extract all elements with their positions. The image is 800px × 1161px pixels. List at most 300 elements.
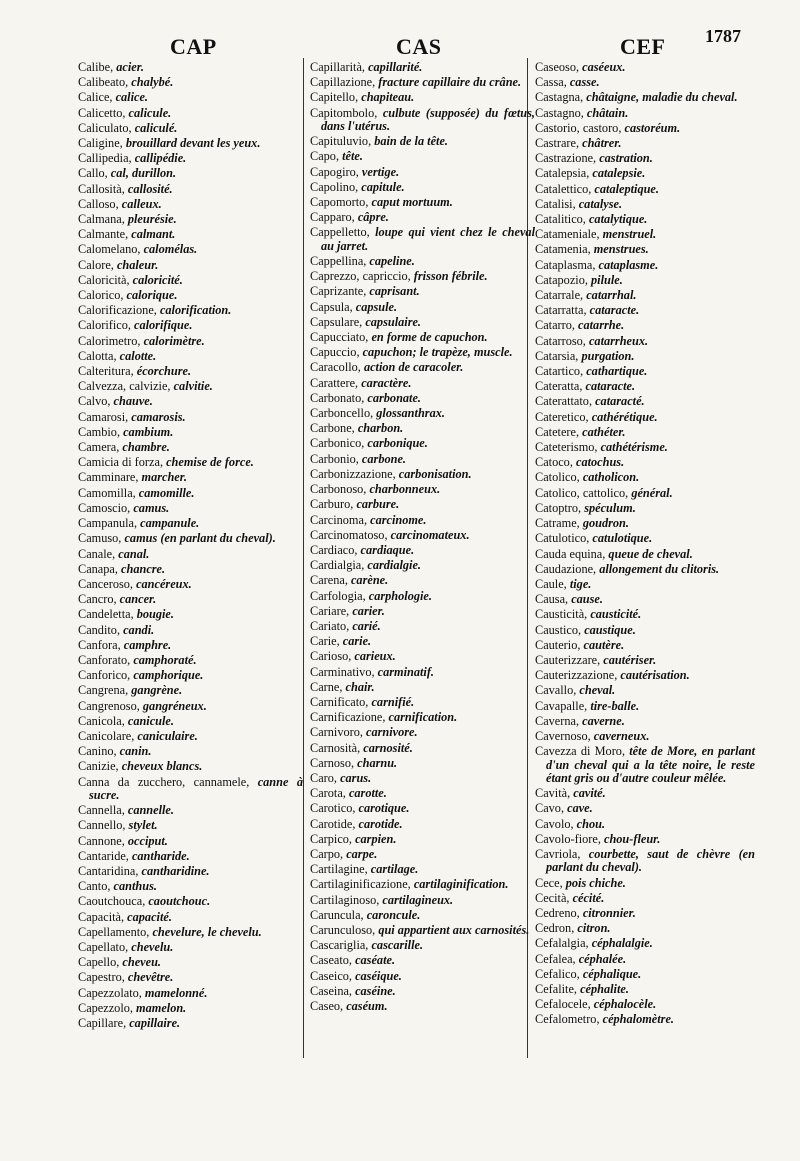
- entry-headword: Carattere,: [310, 375, 362, 390]
- entry-headword: Capacità,: [78, 909, 128, 924]
- dictionary-entry: [535, 983, 755, 996]
- dictionary-entry: [535, 669, 755, 682]
- entry-translation: carotide.: [358, 816, 403, 831]
- dictionary-entry: [78, 669, 303, 682]
- entry-translation: callipédie.: [134, 151, 187, 166]
- entry-headword: Catoco,: [535, 455, 576, 470]
- entry-headword: Camicia di forza,: [78, 455, 167, 470]
- entry-headword: Capitombolo,: [310, 105, 383, 120]
- entry-translation: caroncule.: [366, 907, 421, 922]
- entry-translation: brouillard devant les yeux.: [125, 136, 261, 151]
- dictionary-entry: [535, 426, 755, 439]
- dictionary-entry: [310, 483, 535, 496]
- entry-headword: Caseo,: [310, 999, 347, 1013]
- dictionary-entry: [535, 183, 755, 196]
- dictionary-entry: [535, 1013, 755, 1026]
- dictionary-entry: [78, 850, 303, 863]
- entry-translation: canthus.: [113, 879, 157, 894]
- entry-headword: Cavo,: [535, 801, 568, 816]
- dictionary-entry: [310, 331, 535, 344]
- entry-translation: charbon.: [357, 421, 404, 436]
- dictionary-entry: [310, 909, 535, 922]
- entry-headword: Cardiaco,: [310, 542, 361, 557]
- entry-translation: céphalée.: [578, 951, 627, 966]
- dictionary-entry: [310, 377, 535, 390]
- entry-translation: cal, durillon.: [110, 166, 177, 181]
- dictionary-entry: [535, 684, 755, 697]
- dictionary-entry: [78, 926, 303, 939]
- entry-headword: Carunculoso,: [310, 922, 379, 937]
- entry-translation: chauve.: [113, 394, 153, 409]
- entry-headword: Calicetto,: [78, 105, 129, 120]
- dictionary-entry: [310, 346, 535, 359]
- entry-translation: canin.: [119, 744, 152, 759]
- entry-translation: céphalite.: [580, 982, 629, 996]
- entry-translation: caloricité.: [132, 272, 183, 287]
- dictionary-entry: [535, 608, 755, 621]
- entry-translation: carbone.: [361, 451, 406, 466]
- entry-headword: Cartilaginoso,: [310, 892, 383, 907]
- entry-headword: Carotide,: [310, 816, 359, 831]
- entry-headword: Camuso,: [78, 531, 125, 546]
- entry-headword: Catartico,: [535, 364, 587, 379]
- entry-translation: catarrhe.: [578, 318, 625, 333]
- dictionary-entry: [535, 365, 755, 378]
- entry-translation: carpien.: [355, 831, 397, 846]
- entry-translation: cannelle.: [127, 803, 174, 818]
- dictionary-entry: [535, 411, 755, 424]
- entry-translation: céphalomètre.: [602, 1012, 674, 1027]
- entry-translation: callosité.: [127, 181, 173, 196]
- dictionary-entry: [535, 998, 755, 1011]
- entry-headword: Carpico,: [310, 831, 356, 846]
- entry-headword: Calore,: [78, 257, 117, 272]
- entry-translation: menstruel.: [602, 227, 657, 242]
- dictionary-entry: [535, 107, 755, 120]
- dictionary-entry: [78, 760, 303, 773]
- entry-headword: Cangrenoso,: [78, 698, 143, 713]
- dictionary-entry: [310, 76, 535, 89]
- entry-headword: Cangrena,: [78, 683, 132, 698]
- dictionary-entry: [78, 411, 303, 424]
- entry-translation: action de caracoler.: [363, 360, 464, 375]
- entry-translation: camphre.: [123, 637, 172, 652]
- entry-translation: cardiaque.: [360, 542, 415, 557]
- entry-translation: catalytique.: [588, 212, 648, 227]
- entry-headword: Castagna,: [535, 90, 587, 105]
- entry-translation: occiput.: [127, 833, 168, 848]
- entry-translation: camomille.: [138, 485, 195, 500]
- entry-headword: Carbonico,: [310, 436, 368, 451]
- entry-translation: chancre.: [121, 561, 166, 576]
- entry-headword: Cannone,: [78, 833, 128, 848]
- dictionary-entry: [535, 198, 755, 211]
- entry-translation: citronnier.: [582, 905, 636, 920]
- dictionary-entry: [535, 517, 755, 530]
- entry-translation: calice.: [115, 90, 148, 105]
- entry-headword: Catrame,: [535, 516, 583, 531]
- dictionary-entry: [535, 624, 755, 637]
- entry-translation: fracture capillaire du crâne.: [378, 75, 522, 90]
- dictionary-entry: [310, 91, 535, 104]
- dictionary-entry: [78, 365, 303, 378]
- entry-translation: cataleptique.: [594, 181, 659, 196]
- entry-headword: Cannella,: [78, 803, 128, 818]
- entry-headword: Carbonoso,: [310, 482, 370, 497]
- entry-headword: Calorimetro,: [78, 333, 144, 348]
- entry-headword: Cauterizzare,: [535, 652, 604, 667]
- entry-headword: Catolico,: [535, 470, 583, 485]
- dictionary-entry: [535, 350, 755, 363]
- entry-headword: Calorificazione,: [78, 303, 160, 318]
- dictionary-entry: [535, 259, 755, 272]
- dictionary-entry: [78, 213, 303, 226]
- entry-headword: Canto,: [78, 879, 114, 894]
- entry-translation: stylet.: [128, 818, 158, 833]
- entry-headword: Caseato,: [310, 953, 356, 968]
- entry-translation: caséeux.: [582, 60, 626, 74]
- entry-headword: Camarosi,: [78, 409, 132, 424]
- entry-headword: Cauterizzazione,: [535, 668, 621, 683]
- entry-headword: Canicola,: [78, 713, 128, 728]
- dictionary-entry: [78, 137, 303, 150]
- entry-headword: Capello,: [78, 955, 123, 970]
- entry-translation: carène.: [350, 573, 389, 588]
- dictionary-entry: [78, 259, 303, 272]
- dictionary-entry: [310, 802, 535, 815]
- entry-translation: purgation.: [581, 348, 635, 363]
- entry-headword: Caoutchouca,: [78, 894, 149, 909]
- entry-translation: chou-fleur.: [603, 831, 661, 846]
- entry-translation: camus.: [133, 500, 170, 515]
- entry-translation: calorique.: [126, 288, 178, 303]
- entry-translation: caractère.: [361, 375, 412, 390]
- entry-translation: cautérisation.: [620, 668, 690, 683]
- dictionary-entry: [310, 878, 535, 891]
- entry-translation: carbonique.: [367, 436, 428, 451]
- dictionary-entry: [535, 91, 755, 104]
- entry-translation: cavité.: [573, 786, 606, 801]
- entry-translation: caséine.: [355, 983, 396, 998]
- dictionary-entry: [310, 285, 535, 298]
- entry-headword: Cascariglia,: [310, 938, 372, 953]
- dictionary-entry: [310, 226, 535, 253]
- entry-headword: Cassa,: [535, 75, 570, 90]
- dictionary-entry: [535, 654, 755, 667]
- entry-translation: cataracte.: [585, 379, 636, 394]
- entry-translation: causticité.: [590, 607, 642, 622]
- dictionary-entry: [78, 745, 303, 758]
- dictionary-entry: [310, 863, 535, 876]
- dictionary-entry: [310, 681, 535, 694]
- entry-translation: bougie.: [136, 607, 174, 622]
- entry-translation: général.: [631, 485, 673, 500]
- dictionary-entry: [535, 802, 755, 815]
- dictionary-column-1: [78, 61, 303, 1032]
- entry-headword: Capituluvio,: [310, 134, 375, 149]
- entry-translation: citron.: [577, 921, 611, 936]
- entry-translation: carphologie.: [368, 588, 432, 603]
- dictionary-entry: [535, 922, 755, 935]
- entry-translation: capillaire.: [129, 1016, 181, 1030]
- entry-headword: Capogiro,: [310, 164, 362, 179]
- entry-translation: chaleur.: [116, 257, 159, 272]
- entry-headword: Cappellina,: [310, 254, 370, 269]
- entry-headword: Canceroso,: [78, 576, 137, 591]
- dictionary-entry: [78, 289, 303, 302]
- entry-headword: Causa,: [535, 592, 572, 607]
- entry-translation: carbonate.: [367, 390, 421, 405]
- dictionary-entry: [535, 593, 755, 606]
- dictionary-entry: [78, 1017, 303, 1030]
- dictionary-entry: [310, 181, 535, 194]
- entry-translation: chou.: [576, 816, 606, 831]
- entry-headword: Carminativo,: [310, 664, 378, 679]
- entry-translation: gangréneux.: [142, 698, 207, 713]
- dictionary-entry: [310, 818, 535, 831]
- dictionary-entry: [78, 835, 303, 848]
- entry-headword: Cefalite,: [535, 982, 581, 996]
- entry-headword: Cappelletto,: [310, 225, 376, 240]
- dictionary-entry: [310, 757, 535, 770]
- entry-headword: Canforato,: [78, 652, 134, 667]
- dictionary-entry: [535, 639, 755, 652]
- entry-headword: Camoscio,: [78, 500, 134, 515]
- entry-translation: cathérétique.: [591, 409, 658, 424]
- entry-headword: Carburo,: [310, 497, 357, 512]
- dictionary-entry: [310, 574, 535, 587]
- entry-headword: Cancro,: [78, 592, 120, 607]
- entry-headword: Canizie,: [78, 759, 122, 774]
- entry-translation: gangrène.: [131, 683, 183, 698]
- dictionary-entry: [310, 150, 535, 163]
- entry-translation: tige.: [569, 576, 592, 591]
- dictionary-entry: [78, 243, 303, 256]
- dictionary-entry: [535, 122, 755, 135]
- dictionary-entry: [310, 650, 535, 663]
- entry-headword: Caloricità,: [78, 272, 133, 287]
- entry-headword: Caprizante,: [310, 284, 370, 299]
- dictionary-entry: [310, 742, 535, 755]
- entry-translation: campanule.: [140, 516, 200, 531]
- entry-headword: Callosità,: [78, 181, 128, 196]
- entry-headword: Castrazione,: [535, 151, 600, 166]
- dictionary-entry: [78, 654, 303, 667]
- entry-headword: Capestro,: [78, 970, 128, 985]
- entry-headword: Carbonio,: [310, 451, 362, 466]
- dictionary-entry: [78, 971, 303, 984]
- entry-translation: cheveu.: [122, 955, 161, 970]
- dictionary-entry: [535, 76, 755, 89]
- entry-headword: Caracollo,: [310, 360, 364, 375]
- dictionary-entry: [535, 380, 755, 393]
- entry-headword: Cariare,: [310, 603, 353, 618]
- entry-translation: chevêtre.: [127, 970, 174, 985]
- dictionary-entry: [310, 135, 535, 148]
- entry-translation: carotte.: [348, 786, 387, 801]
- entry-translation: carcinomateux.: [390, 527, 470, 542]
- dictionary-entry: [78, 563, 303, 576]
- entry-headword: Cauterio,: [535, 637, 584, 652]
- entry-headword: Cavriola,: [535, 846, 589, 861]
- entry-headword: Cece,: [535, 875, 566, 890]
- entry-translation: cardialgie.: [367, 558, 421, 573]
- entry-translation: cancer.: [119, 592, 157, 607]
- entry-headword: Catalisi,: [535, 196, 579, 211]
- entry-translation: frisson fébrile.: [413, 269, 488, 284]
- entry-translation: céphalalgie.: [591, 936, 653, 951]
- dictionary-entry: [78, 941, 303, 954]
- dictionary-entry: [535, 487, 755, 500]
- entry-translation: capeline.: [369, 254, 415, 269]
- dictionary-entry: [535, 563, 755, 576]
- entry-headword: Canapa,: [78, 561, 122, 576]
- entry-headword: Carnificato,: [310, 694, 372, 709]
- entry-translation: cantharide.: [131, 848, 190, 863]
- dictionary-entry: [535, 395, 755, 408]
- dictionary-entry: [78, 911, 303, 924]
- entry-translation: chair.: [345, 679, 375, 694]
- dictionary-entry: [310, 107, 535, 134]
- entry-translation: cécité.: [572, 890, 605, 905]
- dictionary-entry: [535, 152, 755, 165]
- entry-headword: Canforico,: [78, 668, 134, 683]
- entry-headword: Carbonato,: [310, 390, 368, 405]
- dictionary-entry: [535, 532, 755, 545]
- entry-translation: capitule.: [361, 179, 405, 194]
- entry-translation: candi.: [123, 622, 155, 637]
- entry-translation: carminatif.: [377, 664, 434, 679]
- entry-translation: chevelure, le chevelu.: [152, 924, 262, 939]
- entry-headword: Calvo,: [78, 394, 114, 409]
- dictionary-entry: [535, 289, 755, 302]
- dictionary-entry: [310, 635, 535, 648]
- entry-translation: carus.: [340, 770, 372, 785]
- dictionary-column-2: [310, 61, 535, 1015]
- dictionary-entry: [310, 453, 535, 466]
- dictionary-entry: [310, 392, 535, 405]
- entry-headword: Cariato,: [310, 618, 353, 633]
- entry-translation: castration.: [599, 151, 653, 166]
- entry-headword: Capellamento,: [78, 924, 153, 939]
- entry-headword: Catoptro,: [535, 500, 585, 515]
- entry-translation: cataplasme.: [598, 257, 659, 272]
- entry-headword: Cavolo,: [535, 816, 577, 831]
- dictionary-entry: [78, 578, 303, 591]
- dictionary-entry: [310, 970, 535, 983]
- entry-headword: Campanula,: [78, 516, 141, 531]
- entry-headword: Cataplasma,: [535, 257, 599, 272]
- page-header: [0, 0, 800, 60]
- entry-translation: vertige.: [361, 164, 400, 179]
- entry-translation: casse.: [569, 75, 600, 90]
- entry-headword: Catetere,: [535, 424, 583, 439]
- dictionary-entry: [78, 167, 303, 180]
- entry-headword: Cefalico,: [535, 966, 583, 981]
- entry-headword: Capezzolo,: [78, 1000, 137, 1015]
- entry-translation: écorchure.: [136, 364, 192, 379]
- dictionary-entry: [310, 772, 535, 785]
- entry-headword: Cateterismo,: [535, 440, 601, 455]
- dictionary-entry: [78, 730, 303, 743]
- entry-translation: carie.: [342, 634, 372, 649]
- entry-headword: Cavernoso,: [535, 728, 594, 743]
- dictionary-entry: [310, 529, 535, 542]
- entry-headword: Cefalalgia,: [535, 936, 592, 951]
- dictionary-entry: [310, 559, 535, 572]
- dictionary-entry: [78, 487, 303, 500]
- entry-headword: Capo,: [310, 149, 343, 164]
- dictionary-entry: [78, 593, 303, 606]
- dictionary-entry: [310, 848, 535, 861]
- entry-translation: catochus.: [575, 455, 625, 470]
- entry-headword: Carcinoma,: [310, 512, 371, 527]
- entry-translation: chapiteau.: [361, 90, 415, 105]
- dictionary-entry: [78, 819, 303, 832]
- entry-translation: cartilaginification.: [413, 877, 509, 892]
- entry-translation: capsulaire.: [365, 314, 422, 329]
- entry-headword: Catarsia,: [535, 348, 582, 363]
- entry-headword: Catamenia,: [535, 242, 594, 257]
- entry-translation: cathartique.: [586, 364, 648, 379]
- entry-translation: céphalique.: [582, 966, 642, 981]
- entry-headword: Camera,: [78, 440, 123, 455]
- dictionary-entry: [535, 441, 755, 454]
- entry-translation: catulotique.: [592, 531, 653, 546]
- dictionary-entry: [535, 319, 755, 332]
- dictionary-entry: [310, 985, 535, 998]
- dictionary-entry: [310, 270, 535, 283]
- entry-headword: Candeletta,: [78, 607, 137, 622]
- entry-translation: mamelonné.: [144, 985, 208, 1000]
- dictionary-entry: [78, 608, 303, 621]
- dictionary-entry: [310, 894, 535, 907]
- entry-translation: camarosis.: [131, 409, 186, 424]
- entry-translation: mamelon.: [136, 1000, 187, 1015]
- entry-translation: cheveux blancs.: [121, 759, 203, 774]
- entry-headword: Capolino,: [310, 179, 362, 194]
- entry-headword: Catarrale,: [535, 288, 587, 303]
- entry-headword: Catulotico,: [535, 531, 593, 546]
- dictionary-entry: [535, 968, 755, 981]
- entry-translation: caustique.: [584, 622, 636, 637]
- dictionary-entry: [310, 498, 535, 511]
- dictionary-entry: [78, 76, 303, 89]
- entry-headword: Canicolare,: [78, 728, 138, 743]
- entry-headword: Cantaridina,: [78, 863, 142, 878]
- entry-translation: céphalocèle.: [593, 997, 657, 1012]
- entry-headword: Carne,: [310, 679, 346, 694]
- entry-headword: Cardialgia,: [310, 558, 368, 573]
- entry-headword: Cavezza di Moro,: [535, 744, 630, 759]
- entry-headword: Cavolo-fiore,: [535, 831, 604, 846]
- entry-headword: Calvezza, calvizie,: [78, 379, 174, 394]
- dictionary-entry: [78, 548, 303, 561]
- dictionary-entry: [78, 987, 303, 1000]
- entry-headword: Cedron,: [535, 921, 578, 936]
- entry-translation: camphorique.: [133, 668, 204, 683]
- entry-translation: canal.: [118, 546, 150, 561]
- entry-translation: pilule.: [591, 272, 623, 287]
- entry-headword: Cateretico,: [535, 409, 592, 424]
- entry-translation: cathétérisme.: [600, 440, 668, 455]
- dictionary-entry: [78, 91, 303, 104]
- entry-headword: Catalepsia,: [535, 166, 593, 181]
- dictionary-entry: [310, 605, 535, 618]
- entry-headword: Catarratta,: [535, 303, 590, 318]
- entry-translation: cautériser.: [603, 652, 657, 667]
- entry-headword: Canfora,: [78, 637, 124, 652]
